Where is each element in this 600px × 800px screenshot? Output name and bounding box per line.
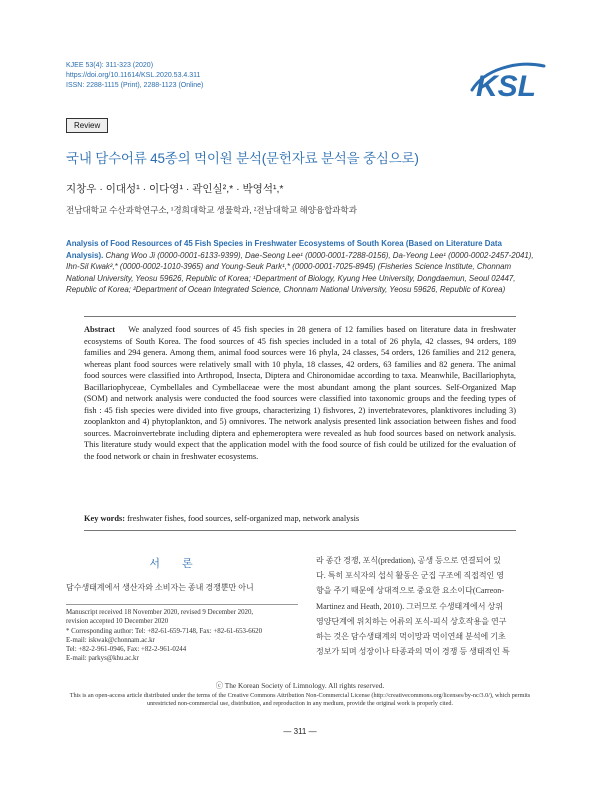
english-authors: Chang Woo Ji (0000-0001-6133-9399), Dae-Seong Lee¹ (0000-0001-7288-0156), Da-Yeong Lee¹ (0000-0002-2457-2041), Ihn-Sil Kwak²,* (0000-0002-1010-3965) and Young-Seuk Park¹,* (0000-0001-7025-8945) — [66, 250, 534, 272]
abstract — [84, 324, 516, 462]
body-text-left: 담수생태계에서 생산자와 소비자는 종내 경쟁뿐만 아니 — [66, 583, 254, 592]
abstract-text: We analyzed food sources of 45 fish species in 28 genera of 12 families based on literature data in freshwater ecosystems of South Korea. The food sources of 45 fish species included in a total of 26 phyla, 42 classes, 94 orders, 189 families and 294 genera. Among them, animal food sources were 16 phyla, 24 classes, 54 orders, 126 families and 212 genera, whereas plant food sources were relatively small with 10 phyla, 18 classes, 42 orders, 63 families and 82 genera. The animal food sources were classified into Arthropod, Insecta, Diptera and Chironomidae according to taxa. Meanwhile, Bacillariophyta, Bacillariophyceae, Cymbellales and Cymbellaceae were the most abundant among the plant sources. Self-Organized Map (SOM) and network analysis were conducted the food sources were classified into taxonomic groups and the feeding types of fish : 45 fish species were divided into five groups, characterizing 1) fishvores, 2) invertebratevores, planktivores including 3) zooplankton and 4) phytoplankton, and 5) omnivores. The network analysis presented link association between fishes and food sources. Macroinvertebrate including diptera and ephemeroptera were revealed as hub food sources based on network analysis. This literature study would expect that the application model with the food source of fish could be utilized for the evaluation of the food network or chain in freshwater ecosystems. — [84, 325, 517, 461]
license-notice: This is an open-access article distributed under the terms of the Creative Commons Attribution Non-Commercial License (http://creativecommons.org/licenses/by-nc/3.0/), which permits unrestricted non-commercial use, distribution, and reproduction in any medium, provide the original work is properly cited. — [69, 692, 531, 708]
footnote-line: Tel: +82-2-961-0946, Fax: +82-2-961-0244 — [66, 646, 187, 654]
journal-info — [66, 61, 203, 91]
journal-doi-link[interactable]: https://doi.org/10.11614/KSL.2020.53.4.311 — [66, 72, 201, 79]
page-number: — 311 — — [283, 727, 317, 736]
footnote-line: revision accepted 10 December 2020 — [66, 618, 169, 626]
body-line: Martinez and Heath, 2010). 그러므로 수생태계에서 상위 — [316, 601, 503, 611]
article-type-badge: Review — [66, 118, 108, 133]
page-title-korean: 국내 담수어류 45종의 먹이원 분석(문헌자료 분석을 중심으로) — [66, 151, 419, 166]
section-heading-introduction: 서론 — [149, 558, 215, 570]
ksl-logo — [464, 56, 548, 100]
keywords-text: freshwater fishes, food sources, self-organized map, network analysis — [127, 514, 360, 523]
footnote-line: * Corresponding author: Tel: +82-61-659-7148, Fax: +82-61-653-6620 — [66, 627, 263, 635]
journal-issn: ISSN: 2288-1115 (Print), 2288-1123 (Online) — [66, 82, 204, 89]
abstract-top-divider — [84, 316, 516, 317]
footnotes — [66, 608, 306, 664]
journal-citation: KJEE 53(4): 311-323 (2020) — [66, 62, 154, 69]
footnote-divider — [66, 604, 298, 605]
copyright-notice: ⓒ The Korean Society of Limnology. All rights reserved. — [215, 681, 385, 690]
affiliations-korean: 전남대학교 수산과학연구소, ¹경희대학교 생물학과, ²전남대학교 해양융합과학과 — [66, 205, 357, 215]
body-line: 향을 주기 때문에 상대적으로 중요한 요소이다(Carreon- — [316, 586, 504, 596]
body-line: 하는 것은 담수생태계의 먹이망과 먹이연쇄 분석에 기초 — [316, 632, 506, 642]
body-text-right — [316, 553, 538, 659]
english-header — [66, 238, 536, 296]
logo-text: KSL — [476, 70, 536, 100]
footnote-email-line[interactable]: E-mail: iskwak@chonnam.ac.kr — [66, 636, 155, 644]
footnote-email-line[interactable]: E-mail: parkys@khu.ac.kr — [66, 655, 139, 663]
english-affiliations: (Fisheries Science Institute, Chonnam National University, Yeosu 59626, Republic of Korea; ¹Department of Biology, Kyung Hee University, Dongdaemun, Seoul 02447, Republic of Korea; ²Department of Ocean Integrated Science, Chonnam National University, Yeosu 59626, Republic of Korea) — [66, 262, 516, 295]
abstract-label: Abstract — [84, 325, 116, 334]
body-line: 정보가 되며 성장이나 타종과의 먹이 경쟁 등 생태적인 특 — [316, 647, 510, 657]
keywords-label: Key words: — [84, 514, 126, 523]
authors-korean: 지창우 · 이대성¹ · 이다영¹ · 곽인실²,* · 박영석¹,* — [66, 183, 284, 195]
body-line: 라 종간 경쟁, 포식(predation), 공생 등으로 연결되어 있 — [316, 556, 501, 565]
body-line: 영양단계에 위치하는 어류의 포식-피식 상호작용을 연구 — [316, 616, 507, 626]
english-title: Analysis of Food Resources of 45 Fish Species in Freshwater Ecosystems of South Korea (Based on Literature Data Analysis). — [66, 239, 502, 260]
footnote-line: Manuscript received 18 November 2020, revised 9 December 2020, — [66, 609, 254, 616]
body-line: 다. 특히 포식자의 섭식 활동은 군집 구조에 직접적인 영 — [316, 571, 505, 581]
keywords — [84, 514, 359, 523]
abstract-bottom-divider — [84, 530, 516, 531]
